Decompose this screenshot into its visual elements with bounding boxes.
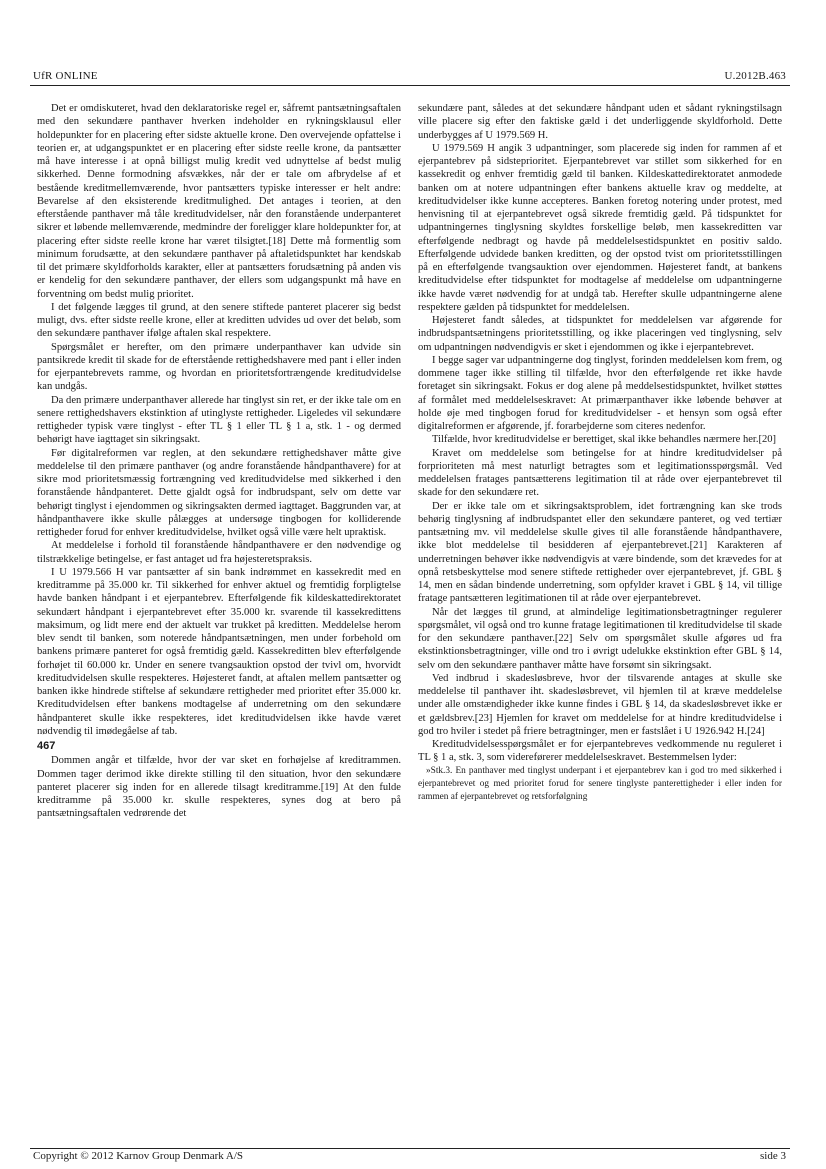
footer-rule [30,1148,790,1149]
statute-quote: »Stk.3. En panthaver med tinglyst underpant i et ejerpantebrev kan i god tro med sikkerhed i ejerpantebrevet og med prioritet forud for senere tinglyste panterettigheder i eller inden for rammen af ejerpantebrevet og retsforfølgning [418,765,782,802]
paragraph: sekundære pant, således at det sekundære håndpant uden et sådant rykningstilsagn ville placere sig efter den faktiske gæld i det underliggende skyldforhold. Dette underbygges af U 1979.569 H. [418,103,782,141]
paragraph: I det følgende lægges til grund, at den senere stiftede panteret placerer sig bedst muligt, dvs. efter sidste reelle krone, eller at kreditten udvides ud over det beløb, som den sekundære panthaver ifølge aftalen skal respektere. [37,301,401,340]
paragraph: Tilfælde, hvor kreditudvidelse er berettiget, skal ikke behandles nærmere her.[20] [432,434,777,446]
paragraph: I U 1979.566 H var pantsætter af sin bank indrømmet en kassekredit med en kreditramme på 35.000 kr. Til sikkerhed for enhver aktuel og fremtidig forpligtelse havde banken håndpant i et ejerpantebrev. Efterfølgende fik kildeskattedirektoratet sekundært håndpant i ejerpantebrevet efter 35.000 kr. svarende til kassekredittens maksimum, og lidt mere end der aktuelt var trukket på kreditten. Meddelelse herom blev sendt til banken, som noterede håndpantsætningen, men under forbehold om bankens primære panteret for også fremtidig gæld. Kassekreditten blev efterfølgende forhøjet til 60.000 kr. Under en senere tvangsauktion opstod der tvivl om, hvorvidt kreditudvidelsen skulle respekteres. Højesteret fandt, at aftalen mellem pantsætter og banken ikke hindrede stiftelse af sekundære rettigheder med prioritet efter 35.000 kr. Kreditudvidelsen efter bankens modtagelse af underretning om den sekundære håndpanteret skulle ikke respekteres, idet kreditudvidelsen ikke havde været nødvendig til imødegåelse af tab. [37,566,401,737]
right-column [418,102,782,804]
publication-name: UfR ONLINE [33,70,98,82]
page-footer [33,1150,786,1164]
page-number: side 3 [760,1150,786,1162]
paragraph: Ved indbrud i skadesløsbreve, hvor der tilsvarende antages at skulle ske meddelelse til panthaver iht. skadesløsbrevet, vil hjemlen til at kræve meddelelse under alle omstændigheder ikke kunne findes i GBL § 14, da skadesløsbrevet ikke er et gældsbrev.[23] Hjemlen for kravet om meddelelse for at hindre kreditudvidelse i god tro hviler i stedet på friere betragtninger, men er fastslået i U 1926.942 H.[24] [418,672,782,737]
original-page-number: 467 [37,740,56,752]
paragraph: Da den primære underpanthaver allerede har tinglyst sin ret, er der ikke tale om en senere rettighedshavers ekstinktion af utinglyste rettigheder. Ligeledes vil sekundære rettigheder typisk være tinglyst - efter TL § 1 eller TL § 1 a, stk. 1 - og dermed behørigt have iagttaget sin sikringsakt. [37,394,401,446]
left-column [37,102,401,821]
paragraph: I begge sager var udpantningerne dog tinglyst, forinden meddelelsen kom frem, og dommene tager ikke stilling til tilfælde, hvor den efterfølgende ret ikke havde foretaget sin sikringsakt. Fokus er dog alene på meddelsestidspunktet, hvilket støttes af formålet med meddelelseskravet: At primærpanthaver ikke løbende behøver at holde øje med tingbogen forud for kreditudvidelser - et hensyn som også efter digitalreformen er afgørende, jf. forarbejderne som citeres nedenfor. [418,354,782,432]
paragraph: Dommen angår et tilfælde, hvor der var sket en forhøjelse af kreditrammen. Dommen tager derimod ikke direkte stilling til den situation, hvor den sekundære panteret placerer sig inden for en allerede tilsagt kreditramme.[19] At den fulde kreditramme på 35.000 kr. skulle respekteres, synes dog at bero på pantsætningsaftalen vedrørende det [37,755,401,820]
paragraph: Før digitalreformen var reglen, at den sekundære rettighedshaver måtte give meddelelse til den primære panthaver (og andre foranstående håndpanthavere) for at sikre mod prioritetsmæssig fortrængning ved kreditudvidelse med sikkerhed i den foranstående håndpanteret. Dette gjaldt også for indbrudspant, selv om dette var behørigt tinglyst i ejendommen og sikringsakten dermed iagttaget. Baggrunden var, at håndpanthavere ikke skulle pålægges at undersøge tingbogen for kolliderende rettigheder forud for enhver kreditudvidelse, hvilket også ville være helt upraktisk. [37,447,401,538]
paragraph: Når det lægges til grund, at almindelige legitimationsbetragtninger regulerer spørgsmålet, vil også ond tro kunne fratage legitimationen til kreditudvidelse til skade for den sekundære panthaver.[22] Selv om spørgsmålet skulle afgøres ud fra ekstinktionsbetragtninger, ville ond tro i øvrigt udelukke ekstinktion efter GBL § 14, selv om den sekundære panthaver måtte have forsømt sin sikringsakt. [418,606,782,671]
paragraph: U 1979.569 H angik 3 udpantninger, som placerede sig inden for rammen af et ejerpantebrev på sidsteprioritet. Ejerpantebrevet var stillet som sikkerhed for en kassekredit og enhver fremtidig gæld til banken. Kildeskattedirektoratet anmodede banken om at notere udpantningen efter bankens aktuelle krav og meddelte, at kreditudvidelser ikke kunne accepteres. Banken foretog notering under protest, med henvisning til at ejerpantebrevet også sikrede fremtidig gæld. På tidspunktet for udpantningernes tinglysning skyldtes forskellige beløb, men kassekreditten var efterfølgende nedbragt og havde på meddelelsestidspunktet en positiv saldo. Efterfølgende udvidede banken kreditten, og der opstod tvist om prioritetsstillingen på en efterfølgende tvangsauktion over ejendommen. Højesteret fandt, at bankens kreditudvidelse efter tidspunktet for modtagelse af meddelelse om udpantningerne ikke havde været nødvendig for at undgå tab. Herefter skulle udpantningerne alene respektere gælden på tidspunktet for meddelelsen. [418,142,782,313]
paragraph: Kravet om meddelelse som betingelse for at hindre kreditudvidelser på forprioriteten må mest naturligt betragtes som et legitimationsspørgsmål. Ved meddelelsen fratages pantsætterens legitimation til at råde over ejerpantebrevet til skade for den sekundære ret. [418,447,782,499]
document-reference: U.2012B.463 [724,70,786,82]
paragraph: Der er ikke tale om et sikringsaktsproblem, idet fortrængning kan ske trods behørig tinglysning af indbrudspantet eller den sekundære panteret, og ved tertiær pantsætning mv. vil meddelelse skulle gives til alle foranstående håndpanthavere, ikke blot meddelelse til besidderen af ejerpantebrevet.[21] Karakteren af underretningen behøver ikke nødvendigvis at være bindende, som det krævedes for at opnå retsbeskyttelse mod senere stiftede rettigheder over ejerpantebrevet, jf. GBL § 14, men en sådan bindende underretning, som opfylder kravet i GBL § 14, vil tillige fratage pantsætteren legitimationen til at råde over ejerpantebrevet. [418,500,782,605]
header-rule [30,85,790,86]
paragraph: Det er omdiskuteret, hvad den deklaratoriske regel er, såfremt pantsætningsaftalen med den sekundære panthaver hverken indeholder en rykningsklausul eller holdepunkter for en placering efter sidste aktuelle krone. Den overvejende opfattelse i teorien er, at udgangspunktet er en placering efter sidste reelle krone, da pantsætter må have interesse i at opnå billigst mulig kredit ved udnyttelse af bedst mulig sikkerhed. Denne formodning afsvækkes, når der er tale om afbrydelse af et bestående kreditmellemværende, hvor pantsætters typiske interesser er helt andre: Bevarelse af den eksisterende kreditmulighed. Det antages i teorien, at den efterstående panthaver må tåle kreditudvidelser, når den foranstående underpanteret sikrer et løbende mellemværende, medmindre der foreligger klare holdepunkter for, at placering efter sidste reelle krone har været tilsigtet.[18] Dette må formentlig som minimum forudsætte, at den sekundære panthaver på aftaletidspunktet har kendskab til det primære skyldforholds karakter, eller at pantsætters forudsætning på anden vis er kendelig for den sekundære panthaver, der ellers som udgangspunkt må have en forventning om bedst mulig prioritet. [37,103,401,300]
paragraph: Spørgsmålet er herefter, om den primære underpanthaver kan udvide sin pantsikrede kredit til skade for de efterstående rettighedshavere med pant i eller inden for ejerpantebrevets ramme, og hvordan en prioritetsfortrængende kreditudvidelse kan undgås. [37,341,401,393]
paragraph: Kreditudvidelsesspørgsmålet er for ejerpantebreves vedkommende nu reguleret i TL § 1 a, stk. 3, som videreførerer meddelelseskravet. Bestemmelsen lyder: [418,739,782,764]
page-header [33,70,786,84]
paragraph: At meddelelse i forhold til foranstående håndpanthavere er den nødvendige og tilstrækkelige betingelse, er fast antaget ud fra højesteretspraksis. [37,540,401,565]
copyright-notice: Copyright © 2012 Karnov Group Denmark A/S [33,1150,244,1162]
paragraph: Højesteret fandt således, at tidspunktet for meddelelsen var afgørende for indbrudspantsætningens prioritetsstilling, og ikke placeringen ved tinglysning, selv om udpantningen nødvendigvis er sket i ejendommen og ikke i ejerpantebrevet. [418,315,782,353]
